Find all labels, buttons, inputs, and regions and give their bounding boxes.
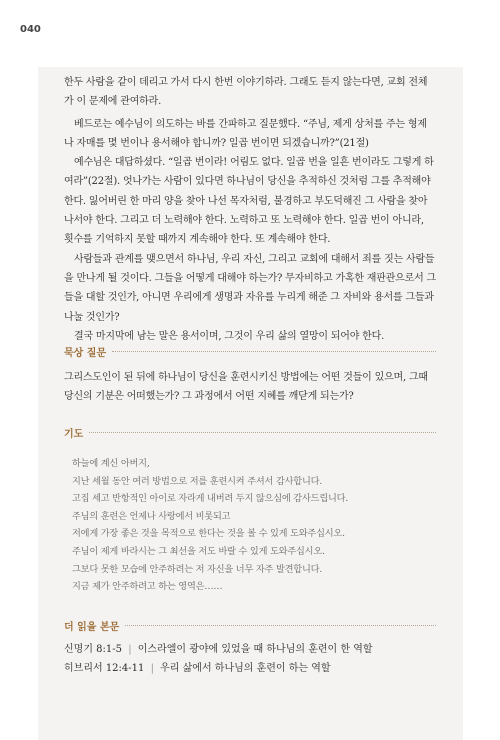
prayer-line: 저에게 가장 좋은 것을 목적으로 한다는 것을 볼 수 있게 도와주십시오. <box>72 528 345 540</box>
meditation-heading <box>64 344 436 358</box>
paragraph: 결국 마지막에 남는 말은 용서이며, 그것이 우리 삶의 열망이 되어야 한다. <box>74 330 385 342</box>
further-reading-heading-label: 더 읽을 본문 <box>64 621 120 633</box>
prayer-line: 그보다 못한 모습에 안주하려는 저 자신을 너무 자주 발견합니다. <box>72 563 323 575</box>
reading-reference: 히브리서 12:4-11 <box>64 663 145 674</box>
further-reading-heading <box>64 618 436 632</box>
prayer-line: 고집 세고 반항적인 아이로 자라게 내버려 두지 않으심에 감사드립니다. <box>72 493 349 505</box>
meditation-heading-label: 묵상 질문 <box>64 347 107 359</box>
reading-separator: | <box>150 663 154 674</box>
body-text <box>64 73 436 346</box>
meditation-question-text: 그리스도인이 된 뒤에 하나님이 당신을 훈련시키신 방법에는 어떤 것들이 있으며, 그때 당신의 기분은 어떠했는가? 그 과정에서 어떤 지혜를 깨닫게 되는가? <box>64 372 428 402</box>
paragraph: 한두 사람을 같이 데리고 가서 다시 한번 이야기하라. 그래도 듣지 않는다면, 교회 전체가 이 문제에 관여하라. <box>64 77 428 108</box>
prayer-heading <box>64 425 436 439</box>
reading-item <box>64 640 436 659</box>
reading-reference: 신명기 8:1-5 <box>64 644 122 655</box>
paragraph: 베드로는 예수님이 의도하는 바를 간파하고 질문했다. “주님, 제게 상처를 주는 형제나 자매를 몇 번이나 용서해야 합니까? 일곱 번이면 되겠습니까?”(21절) <box>64 118 427 149</box>
reading-description: 우리 삶에서 하나님의 훈련이 하는 역할 <box>160 663 331 674</box>
prayer-heading-label: 기도 <box>64 428 84 440</box>
prayer-line: 하늘에 계신 아버지, <box>72 458 150 469</box>
prayer-line: 주님의 훈련은 언제나 사랑에서 비롯되고 <box>72 510 231 522</box>
prayer-text <box>72 455 432 596</box>
reading-item <box>64 659 436 678</box>
dotted-divider <box>89 432 436 433</box>
dotted-divider <box>125 625 436 626</box>
prayer-line: 지금 제가 안주하려고 하는 영역은…… <box>72 581 223 593</box>
prayer-line: 지난 세월 동안 여러 방법으로 저를 훈련시켜 주셔서 감사합니다. <box>72 475 323 487</box>
page-number: 040 <box>20 24 41 35</box>
further-reading-list <box>64 640 436 678</box>
reading-separator: | <box>128 644 132 655</box>
paragraph: 사람들과 관계를 맺으면서 하나님, 우리 자신, 그리고 교회에 대해서 죄를 짓는 사람들을 만나게 될 것이다. 그들을 어떻게 대해야 하는가? 무자비하고 가혹한 재판관으로서 그들을 대할 것인가, 아니면 우리에게 생명과 자유를 누리게 해준 그 자비와 용서를 그들과 나눌 것인가? <box>64 253 437 323</box>
paragraph: 예수님은 대답하셨다. “일곱 번이라! 어림도 없다. 일곱 번을 일흔 번이라도 그렇게 하여라”(22절). 엇나가는 사람이 있다면 하나님이 당신을 추적하신 것처럼 그를 추적해야 한다. 잃어버린 한 마리 양을 찾아 나선 목자처럼, 불경하고 부도덕해진 그 사람을 찾아 나서야 한다. 그리고 더 노력해야 한다. 노력하고 또 노력해야 한다. 일곱 번이 아니라, 횟수를 기억하지 못할 때까지 계속해야 한다. 또 계속해야 한다. <box>64 157 434 246</box>
dotted-divider <box>112 351 436 352</box>
meditation-question <box>64 368 436 406</box>
reading-description: 이스라엘이 광야에 있었을 때 하나님의 훈련이 한 역할 <box>137 644 373 655</box>
prayer-line: 주님이 제게 바라시는 그 최선을 저도 바랄 수 있게 도와주십시오. <box>72 545 325 557</box>
